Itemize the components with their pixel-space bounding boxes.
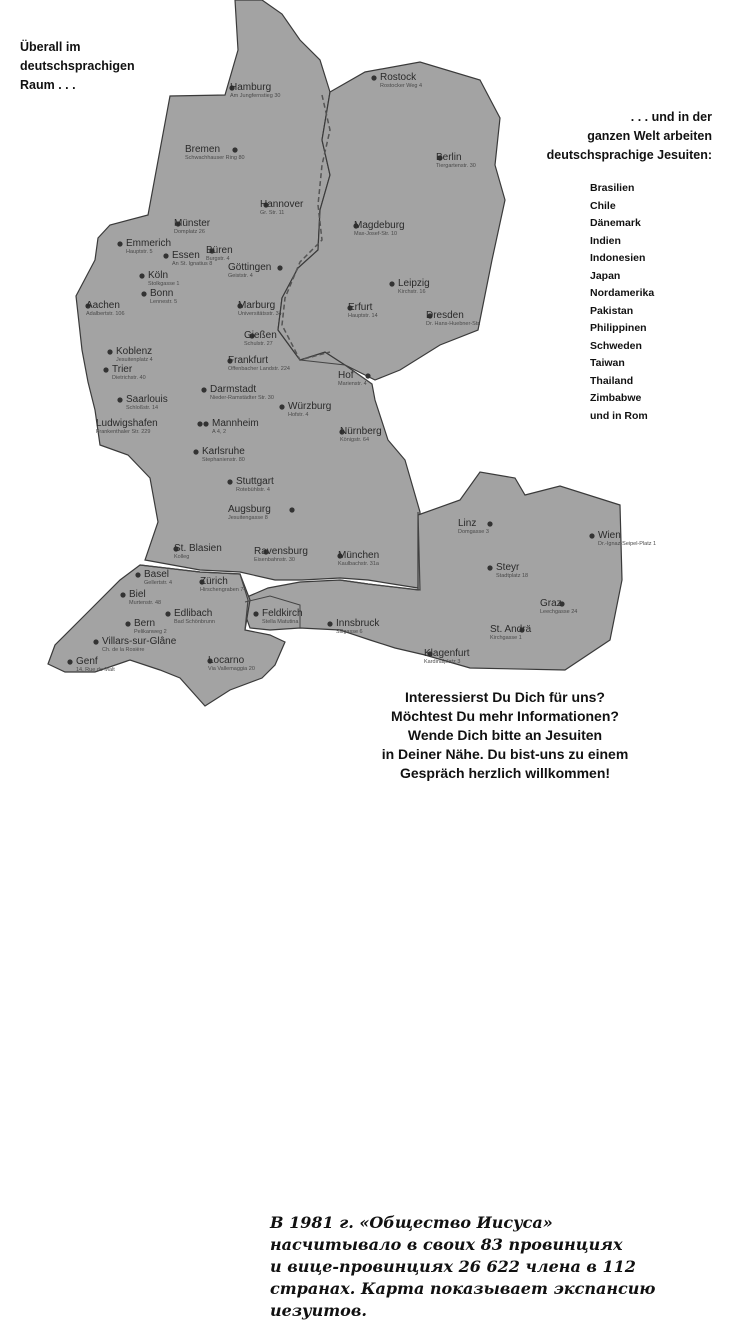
city-dot-icon <box>139 273 144 278</box>
city-address: Via Vallemaggia 20 <box>208 666 255 672</box>
country-item: Thailand <box>590 374 634 387</box>
city-dot-icon <box>371 75 376 80</box>
city-dot-icon <box>135 572 140 577</box>
caption-line: странах. Карта показывает экспансию <box>270 1279 656 1298</box>
city-address: Burgstr. 4 <box>206 256 230 262</box>
city-address: Königstr. 64 <box>340 437 370 443</box>
country-item: Taiwan <box>590 357 625 369</box>
callout-line: Wende Dich bitte an Jesuiten <box>407 727 603 743</box>
country-item: Brasilien <box>590 182 635 194</box>
country-item: Zimbabwe <box>590 392 642 404</box>
city-address: Marienstr. 4 <box>338 381 367 387</box>
city-address: Stadtplatz 18 <box>496 573 529 579</box>
city-dot-icon <box>163 253 168 258</box>
city-name: Mannheim <box>212 418 259 429</box>
city-address: Sillgasse 6 <box>336 629 363 635</box>
city-name: Büren <box>206 245 233 256</box>
callout-line: Möchtest Du mehr Informationen? <box>391 708 619 724</box>
city-name: Erfurt <box>348 302 373 313</box>
city-address: Kardinalplatz 3 <box>424 659 461 665</box>
header-left-line: deutschsprachigen <box>20 59 135 73</box>
city-marker <box>337 550 380 567</box>
city-name: Biel <box>129 589 146 600</box>
city-address: Hauptstr. 5 <box>126 249 153 255</box>
callout-line: Interessierst Du Dich für uns? <box>405 689 605 705</box>
header-right-text <box>452 108 712 165</box>
caption-line: насчитывало в своих 83 провинциях <box>270 1235 623 1254</box>
city-address: Leechgasse 24 <box>540 609 578 615</box>
city-address: Gr. Str. 11 <box>260 210 285 216</box>
city-marker <box>589 530 656 547</box>
city-name: Karlsruhe <box>202 446 245 457</box>
city-name: Dresden <box>426 310 464 321</box>
country-item: Philippinen <box>590 322 647 334</box>
city-dot-icon <box>201 387 206 392</box>
city-name: Trier <box>112 364 133 375</box>
caption-line: В 1981 г. «Общество Иисуса» <box>270 1213 553 1232</box>
city-dot-icon <box>165 611 170 616</box>
city-address: Dietrichstr. 40 <box>112 375 146 381</box>
city-name: Münster <box>174 218 211 229</box>
city-address: A 4, 2 <box>212 429 227 435</box>
city-name: Augsburg <box>228 504 271 515</box>
header-right-line: deutschsprachige Jesuiten: <box>546 148 712 162</box>
city-name: Köln <box>148 270 169 281</box>
city-address: Am Jungfernstieg 30 <box>230 93 281 99</box>
city-address: Kolleg <box>174 554 190 560</box>
city-address: Lennestr. 5 <box>150 299 178 305</box>
country-item: Pakistan <box>590 304 634 317</box>
city-dot-icon <box>125 621 130 626</box>
country-item: Indonesien <box>590 252 646 264</box>
city-address: Stella Matutina <box>262 619 299 625</box>
city-dot-icon <box>289 507 294 512</box>
city-name: Essen <box>172 250 200 261</box>
country-item: Chile <box>590 199 616 212</box>
city-name: Zürich <box>200 576 228 587</box>
city-dot-icon <box>107 349 112 354</box>
city-name: Genf <box>76 656 98 667</box>
city-name: Bremen <box>185 144 221 155</box>
city-address: Rostocker Weg 4 <box>380 83 423 89</box>
city-address: Ch. de la Rosière <box>102 647 145 653</box>
city-name: Ludwigshafen <box>96 418 158 429</box>
header-right-line: ganzen Welt arbeiten <box>587 129 712 143</box>
city-address: Gellertstr. 4 <box>144 580 173 586</box>
city-name: Hamburg <box>230 82 272 93</box>
city-name: Gießen <box>244 330 277 341</box>
city-dot-icon <box>93 639 98 644</box>
city-address: 14, Rue de Malt <box>76 667 115 673</box>
city-address: Kirchgasse 1 <box>490 635 522 641</box>
city-address: Domgasse 3 <box>458 529 489 535</box>
city-address: Max-Josef-Str. 10 <box>354 231 398 237</box>
city-address: An St. Ignatius 8 <box>172 261 213 267</box>
city-name: Magdeburg <box>354 220 405 231</box>
city-dot-icon <box>487 565 492 570</box>
city-address: Pelikanweg 2 <box>134 629 167 635</box>
city-dot-icon <box>193 449 198 454</box>
city-dot-icon <box>365 373 370 378</box>
city-name: Hof <box>338 370 354 381</box>
city-address: Rotebühlstr. 4 <box>236 487 270 493</box>
city-dot-icon <box>279 404 284 409</box>
city-name: St. Blasien <box>174 543 222 554</box>
country-item: Japan <box>590 269 621 282</box>
city-name: Feldkirch <box>262 608 303 619</box>
header-right-line: . . . und in der <box>630 110 712 124</box>
city-marker <box>237 300 281 317</box>
city-name: Locarno <box>208 655 245 666</box>
city-address: Tiergartenstr. 30 <box>436 163 476 169</box>
city-dot-icon <box>103 367 108 372</box>
city-name: Innsbruck <box>336 618 380 629</box>
country-item: und in Rom <box>590 409 648 422</box>
city-address: Hirschengraben 74 <box>200 587 247 593</box>
city-dot-icon <box>67 659 72 664</box>
city-name: Ravensburg <box>254 546 308 557</box>
city-address: Adalbertstr. 106 <box>86 311 125 317</box>
country-item: Indien <box>590 234 621 247</box>
callout-text <box>300 688 710 783</box>
country-list <box>590 180 654 425</box>
city-dot-icon <box>141 291 146 296</box>
city-address: Schulstr. 27 <box>244 341 273 347</box>
city-name: Göttingen <box>228 262 272 273</box>
header-left-line: Raum . . . <box>20 78 76 92</box>
city-dot-icon <box>117 241 122 246</box>
caption <box>270 1212 720 1322</box>
city-dot-icon <box>589 533 594 538</box>
city-address: Hofstr. 4 <box>288 412 309 418</box>
city-dot-icon <box>277 265 282 270</box>
city-address: Murtenstr. 48 <box>129 600 162 606</box>
city-dot-icon <box>197 421 202 426</box>
callout-line: Gespräch herzlich willkommen! <box>399 765 611 781</box>
city-address: Stephanienstr. 80 <box>202 457 245 463</box>
city-address: Kirchstr. 16 <box>398 289 426 295</box>
city-name: Bern <box>134 618 156 629</box>
city-name: Darmstadt <box>210 384 257 395</box>
city-name: Nürnberg <box>340 426 382 437</box>
city-name: Bonn <box>150 288 174 299</box>
country-item: Schweden <box>590 339 642 352</box>
city-dot-icon <box>327 621 332 626</box>
city-address: Domplatz 26 <box>174 229 205 235</box>
city-dot-icon <box>203 421 208 426</box>
city-address: Universitätsstr. 34 <box>238 311 282 317</box>
city-name: Saarlouis <box>126 394 168 405</box>
city-name: Marburg <box>238 300 276 311</box>
city-dot-icon <box>227 479 232 484</box>
city-name: Edlibach <box>174 608 213 619</box>
city-address: Jesuitengasse 8 <box>228 515 268 521</box>
city-dot-icon <box>232 147 237 152</box>
city-name: Linz <box>458 518 477 529</box>
city-name: München <box>338 550 380 561</box>
city-address: Stolkgasse 1 <box>148 281 180 287</box>
header-left-text <box>20 38 200 95</box>
city-address: Schwachhauser Ring 80 <box>185 155 245 161</box>
city-name: Wien <box>598 530 621 541</box>
city-name: Basel <box>144 569 170 580</box>
city-dot-icon <box>120 592 125 597</box>
city-name: Aachen <box>86 300 120 311</box>
city-name: Hannover <box>260 199 304 210</box>
city-name: Würzburg <box>288 401 332 412</box>
city-name: Klagenfurt <box>424 648 470 659</box>
city-marker <box>244 330 277 347</box>
city-marker <box>85 300 124 317</box>
city-address: Hauptstr. 14 <box>348 313 378 319</box>
city-address: Dr.-Ignaz-Seipel-Platz 1 <box>598 541 657 547</box>
header-left-line: Überall im <box>20 40 81 54</box>
city-name: Frankfurt <box>228 355 269 366</box>
city-name: Koblenz <box>116 346 153 357</box>
city-dot-icon <box>389 281 394 286</box>
city-marker <box>193 446 245 463</box>
caption-line: иезуитов. <box>270 1301 367 1320</box>
city-name: Graz <box>540 598 562 609</box>
city-address: Eisenbahnstr. 30 <box>254 557 295 563</box>
city-marker <box>206 245 233 262</box>
city-address: Nieder-Ramstädter Str. 30 <box>210 395 274 401</box>
callout-line: in Deiner Nähe. Du bist-uns zu einem <box>381 746 629 762</box>
city-address: Dr. Hans-Huebner-Str. <box>426 321 481 327</box>
city-address: Schloßstr. 14 <box>126 405 159 411</box>
city-marker <box>353 220 404 237</box>
city-name: Villars-sur-Glâne <box>102 636 177 647</box>
city-address: Frankenthaler Str. 229 <box>96 429 151 435</box>
city-name: Leipzig <box>398 278 430 289</box>
country-item: Nordamerika <box>590 287 655 299</box>
city-address: Geiststr. 4 <box>228 273 253 279</box>
city-name: Steyr <box>496 562 520 573</box>
city-address: Kaulbachstr. 31a <box>338 561 379 567</box>
city-name: Berlin <box>436 152 462 163</box>
city-name: Stuttgart <box>236 476 274 487</box>
city-name: Rostock <box>380 72 417 83</box>
city-name: St. Andrä <box>490 624 532 635</box>
country-item: Dänemark <box>590 217 641 229</box>
caption-line: и вице-провинциях 26 622 члена в 112 <box>270 1257 636 1276</box>
city-dot-icon <box>117 397 122 402</box>
city-name: Emmerich <box>126 238 172 249</box>
city-address: Offenbacher Landstr. 224 <box>228 366 290 372</box>
city-dot-icon <box>487 521 492 526</box>
city-address: Bad Schönbrunn <box>174 619 215 625</box>
city-dot-icon <box>253 611 258 616</box>
city-address: Jesuitenplatz 4 <box>116 357 153 363</box>
